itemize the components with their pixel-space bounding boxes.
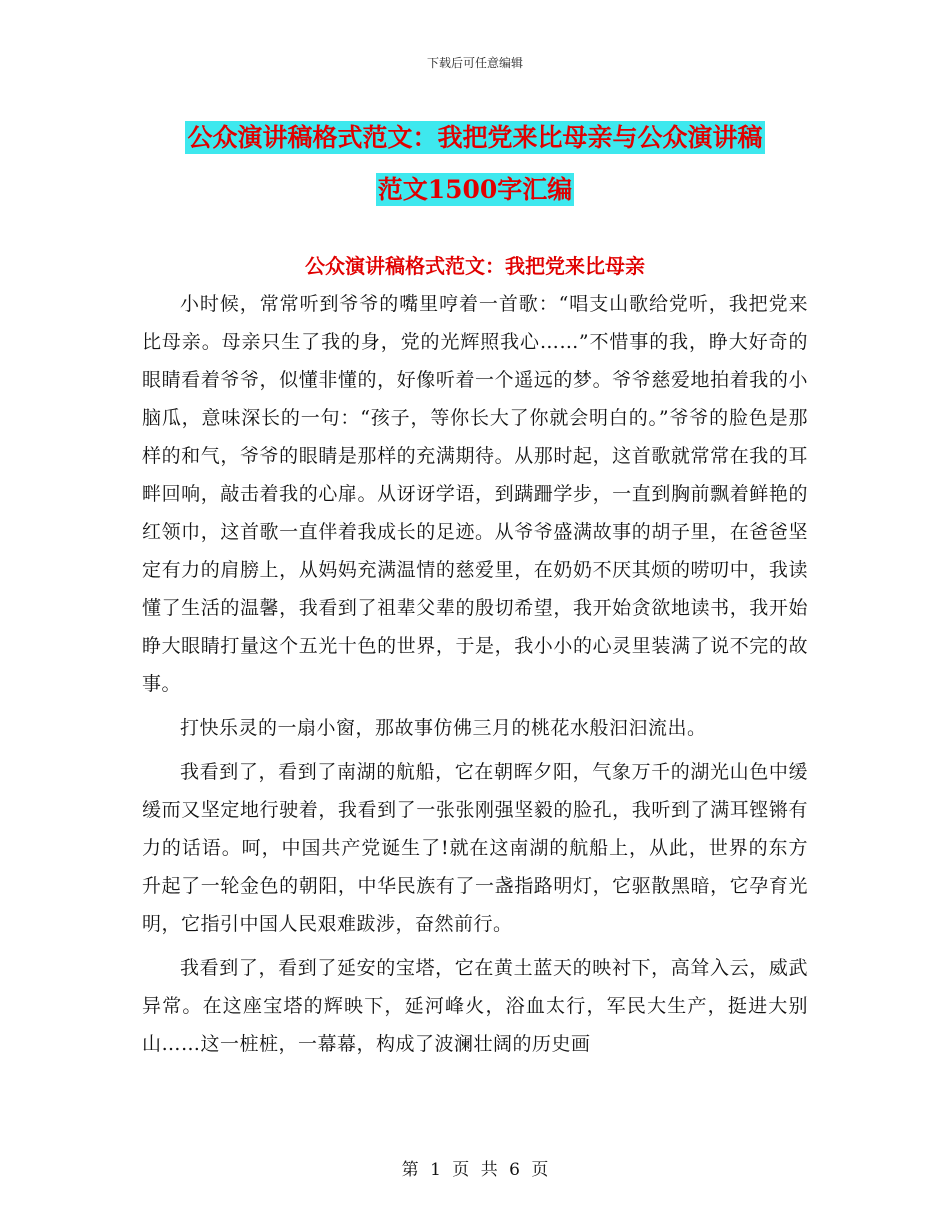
paragraph: 我看到了，看到了南湖的航船，它在朝晖夕阳，气象万千的湖光山色中缓缓而又坚定地行驶着，我看到了一张张刚强坚毅的脸孔，我听到了满耳铿锵有力的话语。呵，中国共产党诞生了!就在这南湖的航船上，从此，世界的东方升起了一轮金色的朝阳，中华民族有了一盏指路明灯，它驱散黑暗，它孕育光明，它指引中国人民艰难跋涉，奋然前行。 xyxy=(142,761,808,935)
body-text xyxy=(142,285,808,1069)
paragraph: 打快乐灵的一扇小窗，那故事仿佛三月的桃花水般汩汩流出。 xyxy=(180,717,707,739)
page-number-footer: 第 1 页 共 6 页 xyxy=(401,1160,549,1180)
paragraph: 小时候，常常听到爷爷的嘴里哼着一首歌：“唱支山歌给党听，我把党来比母亲。母亲只生了我的身，党的光辉照我心……”不惜事的我，睁大好奇的眼睛看着爷爷，似懂非懂的，好像听着一个遥远的梦。爷爷慈爱地拍着我的小脑瓜，意味深长的一句：“孩子，等你长大了你就会明白的。”爷爷的脸色是那样的和气，爷爷的眼睛是那样的充满期待。从那时起，这首歌就常常在我的耳畔回响，敲击着我的心扉。从讶讶学语，到蹒跚学步，一直到胸前飘着鲜艳的红领巾，这首歌一直伴着我成长的足迹。从爷爷盛满故事的胡子里，在爸爸坚定有力的肩膀上，从妈妈充满温情的慈爱里，在奶奶不厌其烦的唠叨中，我读懂了生活的温馨，我看到了祖辈父辈的殷切希望，我开始贪欲地读书，我开始睁大眼睛打量这个五光十色的世界，于是，我小小的心灵里装满了说不完的故事。 xyxy=(142,293,808,695)
page-header-note: 下载后可任意编辑 xyxy=(426,56,523,70)
paragraph: 我看到了，看到了延安的宝塔，它在黄土蓝天的映衬下，高耸入云，威武异常。在这座宝塔的辉映下，延河峰火，浴血太行，军民大生产，挺进大别山……这一桩桩，一幕幕，构成了波澜壮阔的历史画 xyxy=(142,957,808,1055)
section-title: 公众演讲稿格式范文：我把党来比母亲 xyxy=(305,254,645,278)
title-line-1: 公众演讲稿格式范文：我把党来比母亲与公众演讲稿 xyxy=(187,123,763,152)
title-line-2: 范文1500字汇编 xyxy=(377,175,573,204)
document-title xyxy=(140,112,810,216)
